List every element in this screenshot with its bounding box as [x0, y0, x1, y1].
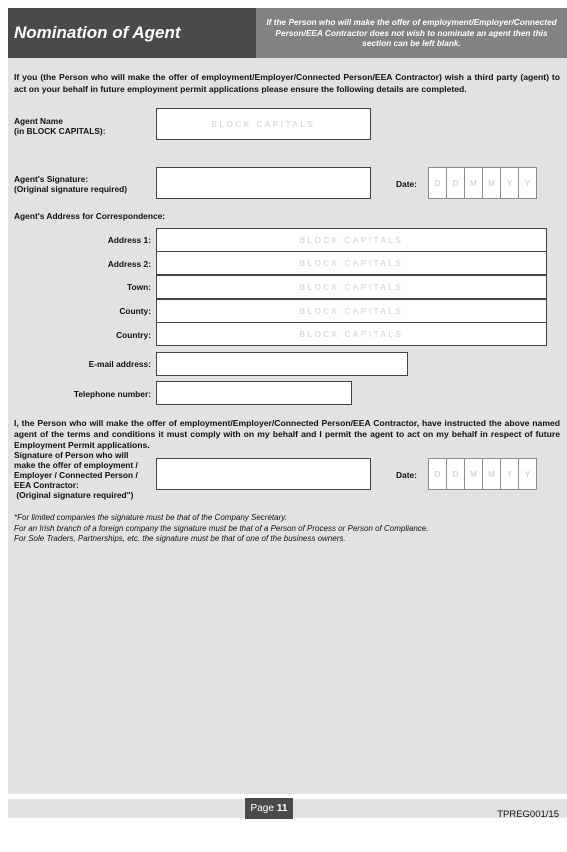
date-cell-year[interactable]: Y [500, 167, 519, 199]
date-cell-day[interactable]: D [428, 167, 447, 199]
note-line-irish-branch: For an Irish branch of a foreign company the signature must be that of a Person of Process or Person of Compliance. [14, 523, 429, 533]
town-label: Town: [126, 282, 151, 292]
page-label: Page [250, 803, 274, 814]
address1-label: Address 1: [107, 235, 151, 245]
person-signature-label-line2: make the offer of employment / [14, 460, 138, 470]
agent-name-placeholder: BLOCK CAPITALS [211, 119, 316, 129]
telephone-label: Telephone number: [73, 389, 151, 399]
address2-input[interactable] [156, 251, 547, 275]
signature-notes [14, 513, 560, 545]
county-label: County: [119, 306, 151, 316]
date-cell-year[interactable]: Y [500, 458, 519, 490]
intro-text: If you (the Person who will make the offer of employment/Employer/Connected Person/EEA Contractor) wish a third party (agent) to act on your behalf in future employment permit applications please ensure the following details are completed. [14, 72, 560, 94]
agent-name-label-line1: Agent Name [14, 116, 63, 126]
agent-name-label [14, 116, 106, 136]
authorisation-text: I, the Person who will make the offer of employment/Employer/Connected Person/EEA Contractor, have instructed the above named agent of the terms and conditions it must comply with on my behalf and I permit the agent to act on my behalf in respect of future Employment Permit applications. [14, 418, 560, 450]
page-number [245, 798, 293, 819]
page-number-value: 11 [276, 803, 288, 814]
date-cell-month[interactable]: M [464, 167, 483, 199]
date-cell-year[interactable]: Y [518, 458, 537, 490]
country-input[interactable] [156, 322, 547, 346]
person-signature-label [14, 450, 138, 500]
agent-name-label-line2: (in BLOCK CAPITALS): [14, 126, 106, 136]
country-label: Country: [116, 330, 151, 340]
agent-name-input[interactable] [156, 108, 371, 140]
form-code: TPREG001/15 [497, 809, 559, 820]
person-date-field[interactable] [428, 458, 536, 490]
agent-signature-label-line2: (Original signature required) [14, 184, 128, 194]
date-cell-day[interactable]: D [428, 458, 447, 490]
person-signature-label-line5: (Original signature required") [14, 490, 134, 500]
address1-placeholder: BLOCK CAPITALS [299, 235, 404, 245]
person-signature-label-line1: Signature of Person who will [14, 450, 129, 460]
address1-input[interactable] [156, 228, 547, 252]
address2-label: Address 2: [107, 259, 151, 269]
address2-placeholder: BLOCK CAPITALS [299, 258, 404, 268]
form-page [8, 8, 567, 794]
county-placeholder: BLOCK CAPITALS [299, 306, 404, 316]
person-signature-label-line4: EEA Contractor: [14, 480, 79, 490]
date-cell-day[interactable]: D [446, 458, 465, 490]
town-input[interactable] [156, 275, 547, 299]
email-label: E-mail address: [88, 359, 151, 369]
agent-date-field[interactable] [428, 167, 536, 199]
date-cell-year[interactable]: Y [518, 167, 537, 199]
agent-signature-label [14, 174, 127, 194]
person-signature-field[interactable] [156, 458, 371, 490]
telephone-input[interactable] [156, 381, 352, 405]
agent-date-label: Date: [396, 179, 417, 189]
agent-signature-field[interactable] [156, 167, 371, 199]
person-signature-label-line3: Employer / Connected Person / [14, 470, 138, 480]
note-line-company: *For limited companies the signature must be that of the Company Secretary. [14, 513, 287, 522]
date-cell-month[interactable]: M [464, 458, 483, 490]
address-section-label: Agent's Address for Correspondence: [14, 211, 166, 221]
section-header [8, 8, 567, 58]
date-cell-month[interactable]: M [482, 458, 501, 490]
date-cell-day[interactable]: D [446, 167, 465, 199]
section-note: If the Person who will make the offer of employment/Employer/Connected Person/EEA Contractor does not wish to nominate an agent then this section can be left blank. [256, 8, 567, 58]
note-line-sole-traders: For Sole Traders, Partnerships, etc. the signature must be that of one of the business owners. [14, 534, 346, 543]
email-input[interactable] [156, 352, 408, 376]
person-date-label: Date: [396, 470, 417, 480]
town-placeholder: BLOCK CAPITALS [299, 282, 404, 292]
country-placeholder: BLOCK CAPITALS [299, 329, 404, 339]
section-title: Nomination of Agent [8, 8, 256, 58]
agent-signature-label-line1: Agent's Signature: [14, 174, 89, 184]
date-cell-month[interactable]: M [482, 167, 501, 199]
county-input[interactable] [156, 299, 547, 323]
